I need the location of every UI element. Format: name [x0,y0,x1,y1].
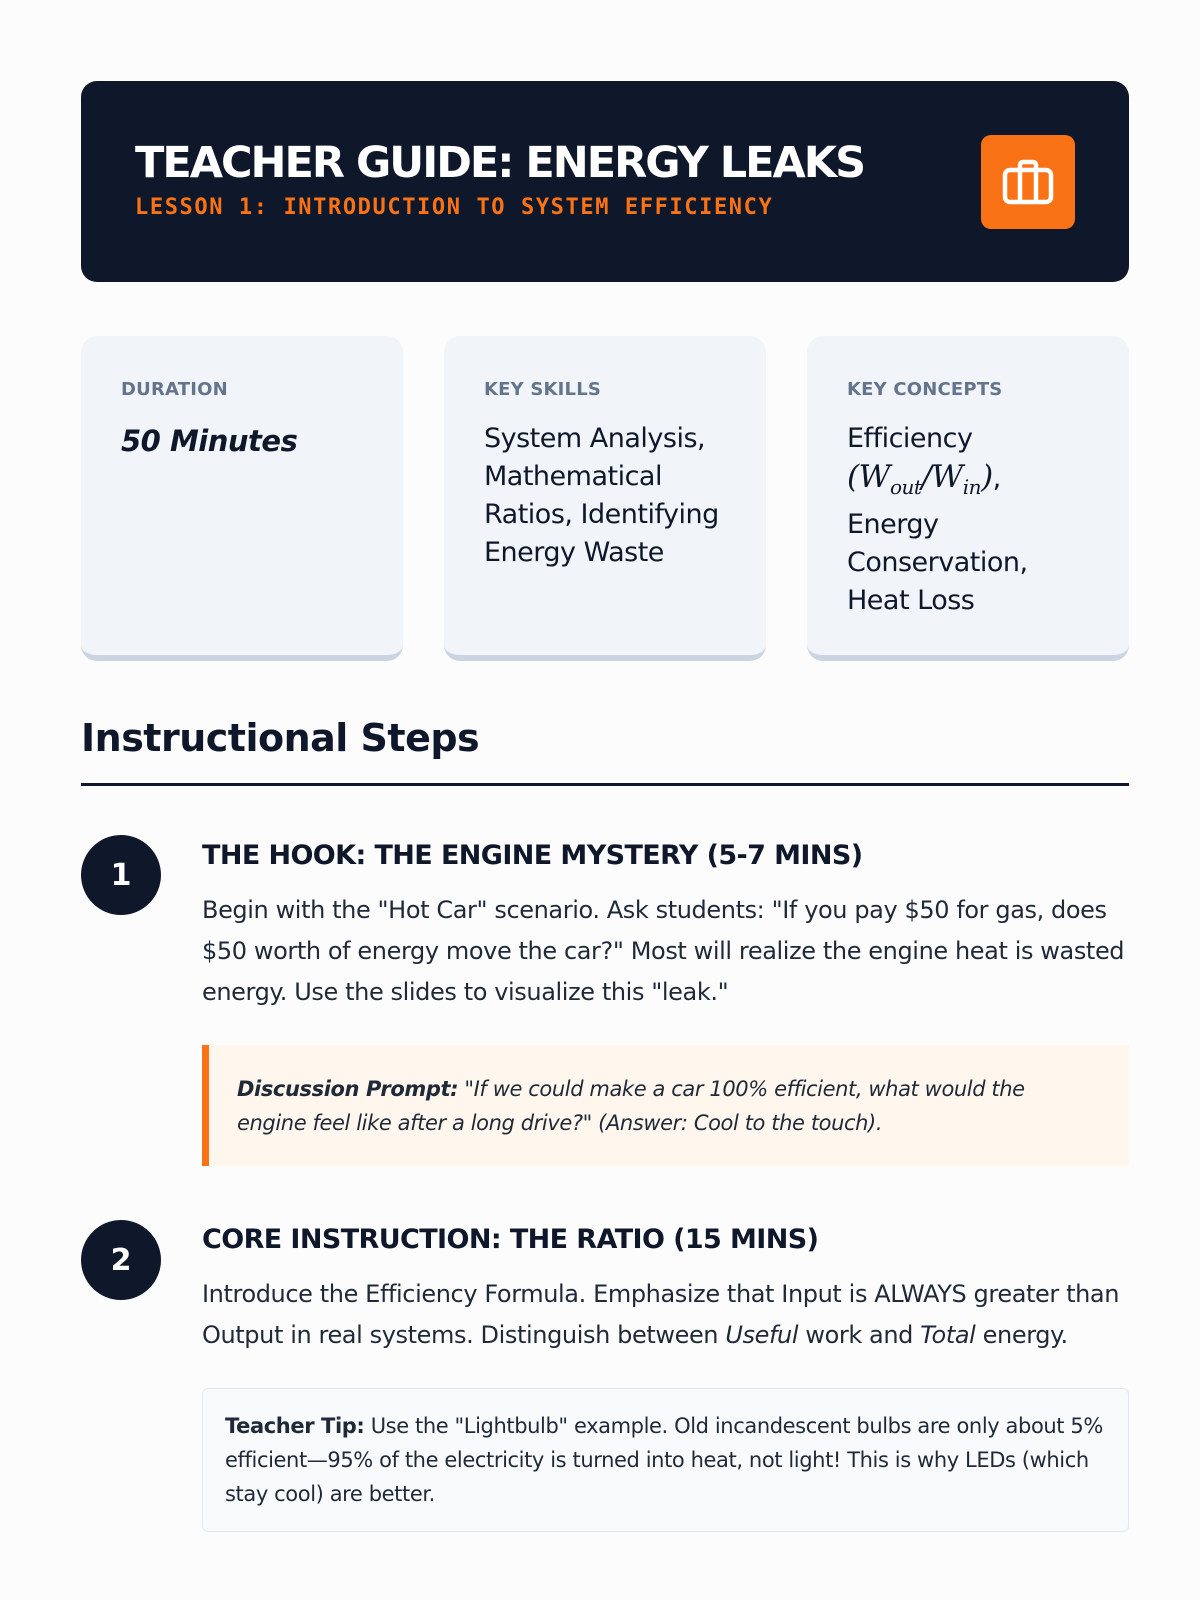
card-label: KEY SKILLS [484,379,602,400]
duration-card [81,336,403,661]
step-text: Introduce the Efficiency Formula. Emphasize that Input is ALWAYS greater than Output in real systems. Distinguish between Useful work and Total energy. [202,1280,1120,1349]
callout-text: "If we could make a car 100% efficient, what would the engine feel like after a long drive?" (Answer: Cool to the touch). [237,1077,1025,1135]
discussion-prompt-callout [202,1045,1129,1166]
step-2 [81,1220,1129,1532]
card-label: DURATION [121,379,228,400]
section-title: Instructional Steps [81,713,1129,786]
callout-label: Discussion Prompt: [237,1077,459,1101]
briefcase-icon [981,135,1075,229]
step-text: Begin with the "Hot Car" scenario. Ask students: "If you pay $50 for gas, does $50 worth of energy move the car?" Most will realize the engine heat is wasted energy. Use the slides to visualize this "leak." [202,896,1125,1006]
duration-value: 50 Minutes [121,424,298,458]
card-label: KEY CONCEPTS [847,379,1003,400]
page-title: TEACHER GUIDE: ENERGY LEAKS [135,138,865,188]
efficiency-formula: $(W_{out}/W_{in})$ [847,459,993,500]
info-cards [81,336,1129,661]
step-number-badge: 1 [81,835,161,915]
concept-efficiency: Efficiency [847,423,973,454]
page-subtitle: LESSON 1: INTRODUCTION TO SYSTEM EFFICIENCY [135,195,774,220]
step-title: THE HOOK: THE ENGINE MYSTERY (5-7 MINS) [202,840,863,871]
step-body [202,834,1129,1166]
callout-text: Use the "Lightbulb" example. Old incandescent bulbs are only about 5% efficient—95% of the electricity is turned into heat, not light! This is why LEDs (which stay cool) are better. [225,1414,1103,1506]
key-concepts-card [807,336,1129,661]
key-skills-value: System Analysis, Mathematical Ratios, Identifying Energy Waste [484,423,719,568]
step-number-badge: 2 [81,1220,161,1300]
callout-label: Teacher Tip: [225,1414,365,1438]
key-concepts-value [847,420,1089,620]
step-title: CORE INSTRUCTION: THE RATIO (15 MINS) [202,1224,819,1255]
page-header [81,81,1129,282]
step-body [202,1218,1129,1532]
step-1 [81,835,1129,1166]
teacher-tip-callout [202,1388,1129,1532]
key-skills-card [444,336,766,661]
concept-rest: , Energy Conservation, Heat Loss [847,463,1028,617]
